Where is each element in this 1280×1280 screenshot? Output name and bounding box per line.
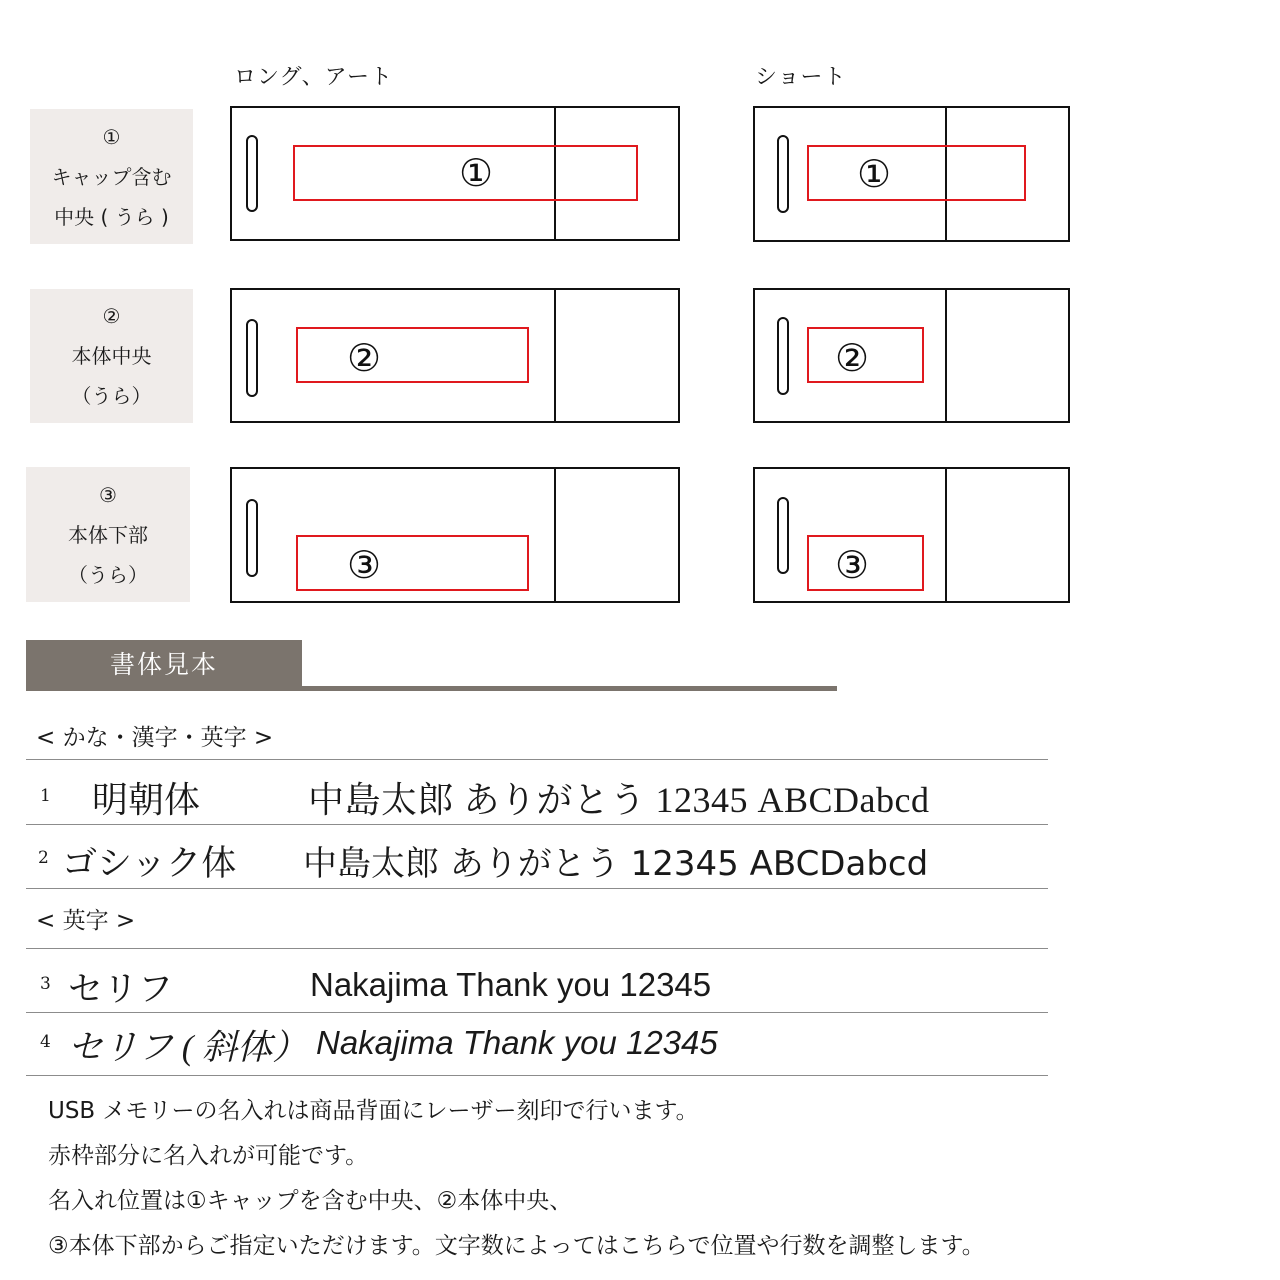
note-line-1: USB メモリーの名入れは商品背面にレーザー刻印で行います。 [48,1098,699,1124]
usb-diagram-long-2 [230,288,680,423]
strap-slot [246,135,258,212]
font-name-serif-italic: セリフ ( 斜体） [68,1028,308,1067]
column-heading-short: ショート [755,65,847,90]
position-text-line1: 本体中央 [71,344,152,368]
usb-diagram-short-2 [753,288,1070,423]
engraving-marker: ① [856,152,892,196]
note-line-3: 名入れ位置は①キャップを含む中央、②本体中央、 [48,1188,573,1214]
font-sample-serif: Nakajima Thank you 12345 [310,966,712,1003]
font-sample-gothic: 中島太郎 ありがとう 12345 ABCDabcd [303,844,929,884]
position-number: ③ [99,482,117,507]
position-text-line1: 本体下部 [68,522,148,547]
usb-diagram-long-1 [230,106,680,241]
divider-line [26,759,1048,760]
engraving-marker: ③ [346,543,382,587]
engraving-marker: ② [834,336,870,380]
subheading-english: < 英字 > [36,908,136,934]
engraving-marker: ① [458,151,494,195]
font-name-mincho: 明朝体 [92,780,201,820]
position-number: ② [102,304,121,328]
usb-diagram-long-3 [230,467,680,603]
usb-diagram-short-1 [753,106,1070,242]
usb-diagram-short-3 [753,467,1070,603]
font-row-index: 3 [40,974,51,994]
font-name-gothic: ゴシック体 [62,844,237,884]
cap-divider [945,290,947,421]
subheading-kana-kanji-english: < かな・漢字・英字 > [36,725,274,751]
engraving-marker: ② [346,336,382,380]
strap-slot [777,317,789,395]
font-sample-mincho: 中島太郎 ありがとう 12345 ABCDabcd [308,780,930,820]
position-label-2 [30,289,193,423]
strap-slot [246,499,258,577]
divider-line [26,1012,1048,1013]
engraving-area-red [296,327,529,383]
section-title-font-samples: 書体見本 [26,640,302,686]
position-text-line2: （うら） [71,384,152,408]
engraving-area-red [807,145,1026,201]
position-text-line2: （うら） [68,562,148,587]
cap-divider [554,469,556,601]
cap-divider [554,290,556,421]
position-label-1 [30,109,193,244]
position-text-line2: 中央 ( うら ) [54,204,169,229]
strap-slot [246,319,258,397]
strap-slot [777,497,789,574]
engraving-marker: ③ [834,543,870,587]
section-underline [26,686,837,691]
font-row-index: 2 [38,848,49,868]
divider-line [26,824,1048,825]
position-label-3 [26,467,190,602]
font-name-serif: セリフ [68,970,174,1009]
cap-divider [945,469,947,601]
position-text-line1: キャップ含む [51,164,172,189]
font-sample-serif-italic: Nakajima Thank you 12345 [316,1024,718,1061]
divider-line [26,948,1048,949]
strap-slot [777,135,789,213]
font-row-index: 4 [40,1032,51,1052]
divider-line [26,1075,1048,1076]
font-row-index: 1 [40,786,51,806]
column-heading-long-art: ロング、アート [234,65,394,90]
divider-line [26,888,1048,889]
note-line-4: ③本体下部からご指定いただけます。文字数によってはこちらで位置や行数を調整します。 [48,1233,985,1259]
position-number: ① [102,124,121,149]
engraving-area-red [296,535,529,591]
note-line-2: 赤枠部分に名入れが可能です。 [48,1143,369,1169]
